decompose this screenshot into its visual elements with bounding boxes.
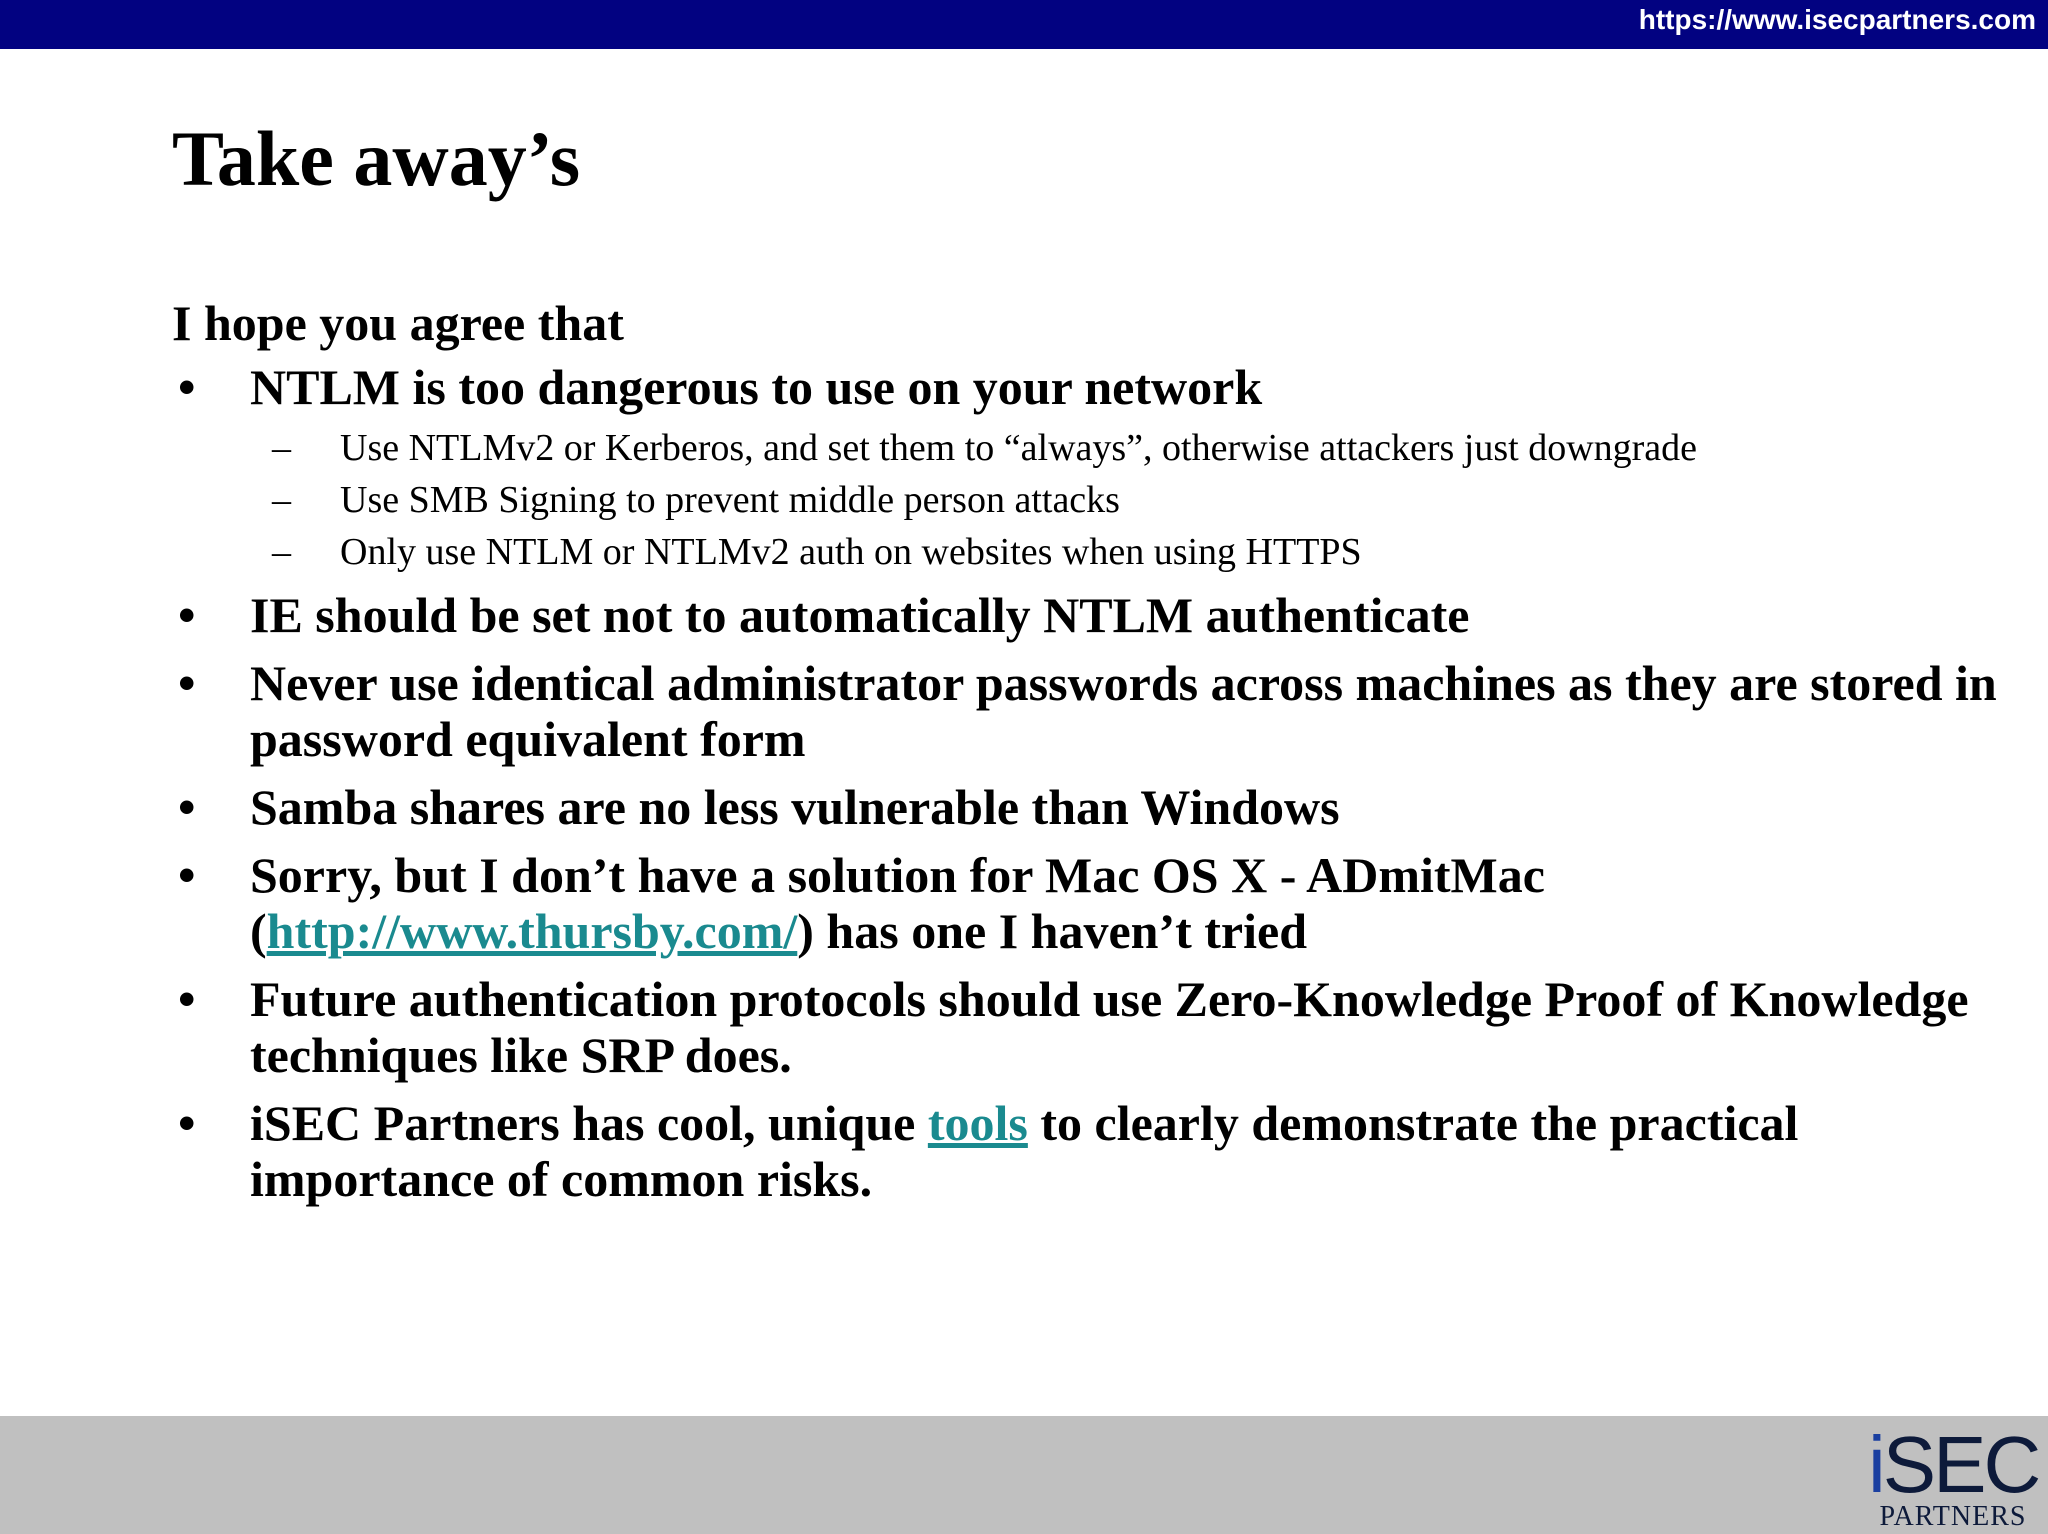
bullet-text-before: iSEC Partners has cool, unique	[250, 1095, 928, 1151]
dash-icon: –	[272, 427, 291, 469]
bullet-icon: •	[178, 847, 196, 903]
sub-bullet-item	[172, 479, 2012, 521]
intro-text: I hope you agree that	[172, 295, 624, 351]
bullet-icon: •	[178, 1095, 196, 1151]
logo-i: i	[1868, 1420, 1883, 1509]
bullet-text: IE should be set not to automatically NTLM authenticate	[250, 587, 1470, 643]
bullet-item-tools	[172, 1095, 2012, 1207]
bullet-item-zkp	[172, 971, 2012, 1083]
footer-bar	[0, 1416, 2048, 1534]
tools-link[interactable]: tools	[927, 1095, 1028, 1151]
bullet-text-after: ) has one I haven’t tried	[797, 903, 1307, 959]
bullet-text-after: to clearly demonstrate the practical importance of common risks.	[250, 1095, 1799, 1207]
bullet-icon: •	[178, 587, 196, 643]
dash-icon: –	[272, 531, 291, 573]
slide-title: Take away’s	[172, 115, 581, 202]
slide-body	[172, 295, 2012, 1219]
bullet-text: Future authentication protocols should use Zero-Knowledge Proof of Knowledge techniques like SRP does.	[250, 971, 1969, 1083]
bullet-item-samba	[172, 779, 2012, 835]
sub-bullet-text: Only use NTLM or NTLMv2 auth on websites when using HTTPS	[340, 531, 1362, 573]
bullet-text: Samba shares are no less vulnerable than Windows	[250, 779, 1340, 835]
thursby-link[interactable]: http://www.thursby.com/	[266, 903, 798, 959]
sub-bullet-text: Use NTLMv2 or Kerberos, and set them to “always”, otherwise attackers just downgrade	[340, 427, 1698, 469]
sub-bullet-text: Use SMB Signing to prevent middle person attacks	[340, 479, 1120, 521]
bullet-item-passwords	[172, 655, 2012, 767]
bullet-item-mac	[172, 847, 2012, 959]
logo-subtitle: PARTNERS	[1879, 1501, 2027, 1532]
bullet-text-before: Sorry, but I don’t have a solution for Mac OS X - ADmitMac (	[250, 847, 1545, 959]
bullet-text: NTLM is too dangerous to use on your network	[250, 359, 1263, 415]
dash-icon: –	[272, 479, 291, 521]
bullet-item-ntlm	[172, 359, 2012, 415]
bullet-text: Never use identical administrator passwords across machines as they are stored in password equivalent form	[250, 655, 1997, 767]
bullet-icon: •	[178, 971, 196, 1027]
logo-sec: SEC	[1882, 1420, 2039, 1509]
bullet-item-ie	[172, 587, 2012, 643]
logo-wordmark	[1868, 1420, 2039, 1509]
bullet-icon: •	[178, 655, 196, 711]
sub-bullet-list	[172, 427, 2012, 573]
sub-bullet-item	[172, 427, 2012, 469]
isec-partners-logo	[1868, 1420, 2039, 1532]
header-url: https://www.isecpartners.com	[1638, 4, 2036, 35]
sub-bullet-item	[172, 531, 2012, 573]
bullet-icon: •	[178, 359, 196, 415]
header-bar	[0, 0, 2048, 49]
bullet-icon: •	[178, 779, 196, 835]
